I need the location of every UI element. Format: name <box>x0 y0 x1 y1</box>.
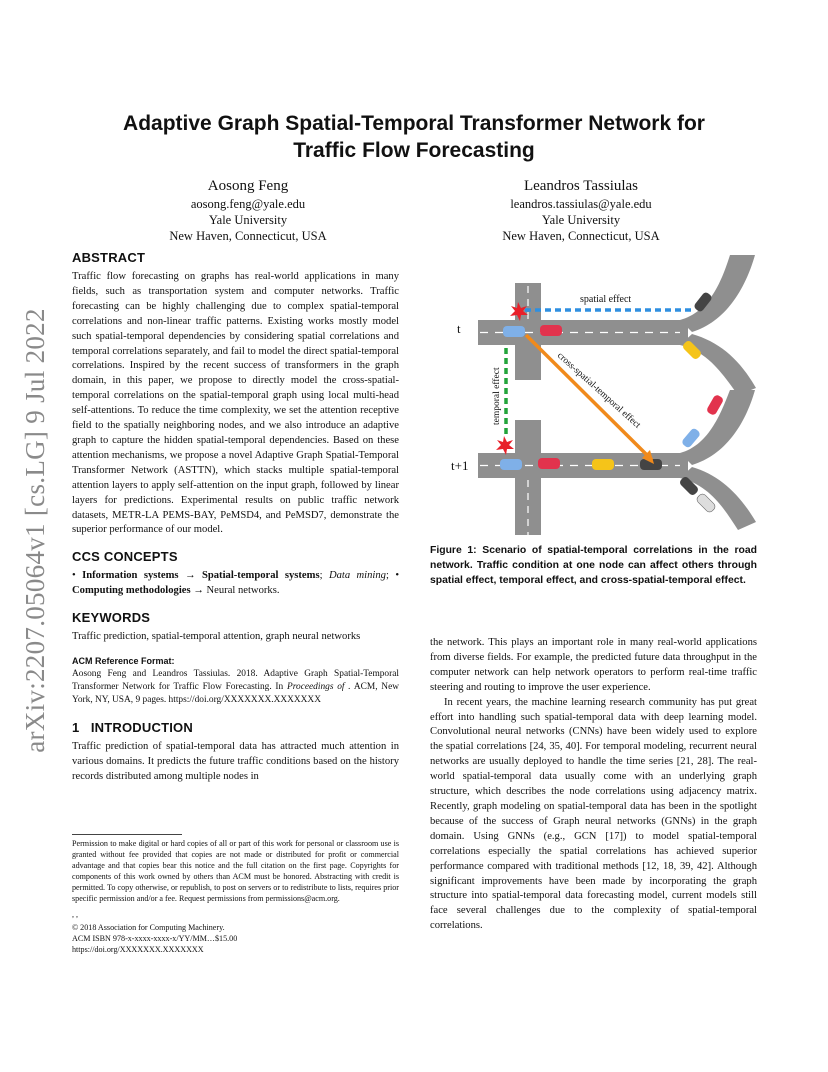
keywords-heading: KEYWORDS <box>72 610 151 626</box>
ccs-bullet: • <box>395 570 400 582</box>
temporal-effect-label: temporal effect <box>492 367 502 425</box>
author-name: Aosong Feng <box>207 178 289 194</box>
figure-1-caption: Figure 1: Scenario of spatial-temporal correlations in the road network. Traffic condition at one node can affect others through spatial effect, temporal effect, and cross-spatial-temporal effect. <box>430 545 757 586</box>
fork-lower-t1 <box>680 467 756 530</box>
ccs-item-1-sub: Spatial-temporal systems <box>201 570 320 582</box>
star-marker-t1 <box>496 436 514 455</box>
car-blue-t1 <box>500 459 522 470</box>
fork-upper-t <box>680 255 755 332</box>
acm-format-em: Proceedings of . <box>286 682 351 693</box>
isbn-line: ACM ISBN 978-x-xxxx-xxxx-x/YY/MM…$15.00 <box>72 933 238 943</box>
car-blue-t <box>503 326 525 337</box>
car-red-t1 <box>538 458 560 469</box>
ccs-item-2: Computing methodologies <box>72 585 191 597</box>
cross-effect-label: cross-spatial-temporal effect <box>554 350 643 431</box>
time-label-t1: t+1 <box>451 458 469 473</box>
time-label-t: t <box>457 321 461 336</box>
spatial-effect-label: spatial effect <box>580 294 632 305</box>
author-location: New Haven, Connecticut, USA <box>169 229 327 243</box>
title-line-2: Traffic Flow Forecasting <box>293 139 535 162</box>
arxiv-id-text: arXiv:2207.05064v1 [cs.LG] 9 Jul 2022 <box>19 307 50 753</box>
title-line-1: Adaptive Graph Spatial-Temporal Transformer Network for <box>123 112 705 135</box>
ccs-sep: ; <box>319 570 329 582</box>
intro-left-text: Traffic prediction of spatial-temporal data has attracted much attention in various domains. It predicts the future traffic conditions based on the history records distributed among multiple nodes in <box>72 741 399 782</box>
intro-right-paragraph-1: the network. This plays an important role in many real-world applications from diverse fields. For example, the predicted future data throughput in the computer network can help network operators to perform real-time traffic steering and routing to improve the user experience. <box>430 637 757 693</box>
acm-format-heading: ACM Reference Format: <box>72 656 175 667</box>
author-affiliation: Yale University <box>541 213 621 227</box>
ccs-item-1: Information systems <box>82 570 179 582</box>
car-yellow-t1 <box>592 459 614 470</box>
ccs-item-2-sub: Neural networks. <box>206 585 280 597</box>
ccs-arrow: → <box>184 570 196 582</box>
author-email: aosong.feng@yale.edu <box>190 197 306 211</box>
copyright-line: © 2018 Association for Computing Machinery. <box>72 922 225 932</box>
left-column <box>72 249 399 785</box>
footnote <box>72 838 399 955</box>
car-red-t <box>540 325 562 336</box>
ccs-item-1-em: Data mining <box>328 570 386 582</box>
road-network-t <box>478 255 756 395</box>
author-block-2 <box>431 176 731 244</box>
ccs-bullet: • <box>72 570 76 582</box>
ccs-sep: ; <box>385 570 389 582</box>
ccs-arrow: → <box>193 585 204 597</box>
right-column <box>430 636 757 934</box>
paper-title <box>72 110 756 164</box>
ccs-text <box>72 569 399 599</box>
figure-1-diagram <box>430 250 760 535</box>
ccs-heading: CCS CONCEPTS <box>72 549 178 565</box>
keywords-text: Traffic prediction, spatial-temporal attention, graph neural networks <box>72 631 361 643</box>
author-block-1 <box>98 176 398 244</box>
acm-format-text <box>72 668 399 707</box>
author-location: New Haven, Connecticut, USA <box>502 229 660 243</box>
author-affiliation: Yale University <box>208 213 288 227</box>
arxiv-identifier <box>10 300 60 760</box>
doi-line: https://doi.org/XXXXXXX.XXXXXXX <box>72 944 204 954</box>
footnote-dots: , , <box>72 909 79 919</box>
permission-notice: Permission to make digital or hard copies of all or part of this work for personal or classroom use is granted without fee provided that copies are not made or distributed for profit or commercial advantage and that copies bear this notice and the full citation on the first page. Copyrights for components of this work owned by others than ACM must be honored. Abstracting with credit is permitted. To copy otherwise, or republish, to post on servers or to redistribute to lists, requires prior specific permission and/or a fee. Request permissions from permissions@acm.org. <box>72 839 399 904</box>
intro-heading: 1 INTRODUCTION <box>72 720 193 736</box>
abstract-heading: ABSTRACT <box>72 250 146 265</box>
acm-format-part: Aosong Feng and Leandros Tassiulas. 2018. Adaptive Graph Spatial-Temporal Transformer Network for Traffic Flow Forecasting. In <box>72 669 399 693</box>
acm-format-part: ACM, New York, NY, USA, 9 pages. https://doi.org/XXXXXXX.XXXXXXX <box>72 682 399 706</box>
cross-effect-line <box>526 335 652 460</box>
author-email: leandros.tassiulas@yale.edu <box>510 197 652 211</box>
abstract-text: Traffic flow forecasting on graphs has real-world applications in many fields, such as transportation system and computer networks. Traffic forecasting can be highly challenging due to complex spatial-temporal correlations and non-linear traffic patterns. Existing works mostly model such spatial-temporal dependencies by considering spatial correlations and temporal correlations separately, and fail to model the direct spatial-temporal correlations. Inspired by the recent success of transformers in the graph domain, in this paper, we propose to directly model the cross-spatial-temporal correlations on the spatial-temporal graph using local multi-head self-attentions. To reduce the time complexity, we set the attention receptive field to the spatially neighboring nodes, and we also introduce an adaptive graph to capture the hidden spatial-temporal dependencies. Based on these attention mechanisms, we propose a novel Adaptive Graph Spatial-Temporal Transformer Network (ASTTN), which stacks multiple spatial-temporal attention layers to apply self-attention on the input graph, followed by linear layers for predictions. Experimental results on public traffic network datasets, METR-LA PEMS-BAY, PeMSD4, and PeMSD7, demonstrate the superior performance of our model. <box>72 271 399 536</box>
footnote-divider <box>72 834 182 835</box>
author-name: Leandros Tassiulas <box>523 178 639 194</box>
intro-right-paragraph-2: In recent years, the machine learning research community has put great effort into handling such spatial-temporal data with deep learning model. Convolutional neural networks (CNNs) have been widely used to explore the spatial correlations [24, 35, 40]. For temporal modeling, recurrent neural networks are usually deployed to handle the time series [21, 28]. The real-world spatial-temporal data usually come with an underlying graph structure, which describes the node correlations using adjacency matrix. Recently, graph modeling on spatial-temporal data has been in the spotlight because of the success of Graph neural networks (GNNs) in the graph domain. Using GNNs (e.g., GCN [17]) to model spatial-temporal correlations especially the spatial correlations has achieved superior performance compared with traditional methods [12, 18, 39, 42]. Although significant improvements have been made by incorporating the graph structure into spatial-temporal data forecasting model, current models still face several challenges due to the complexity of spatial-temporal correlations. <box>430 696 757 932</box>
